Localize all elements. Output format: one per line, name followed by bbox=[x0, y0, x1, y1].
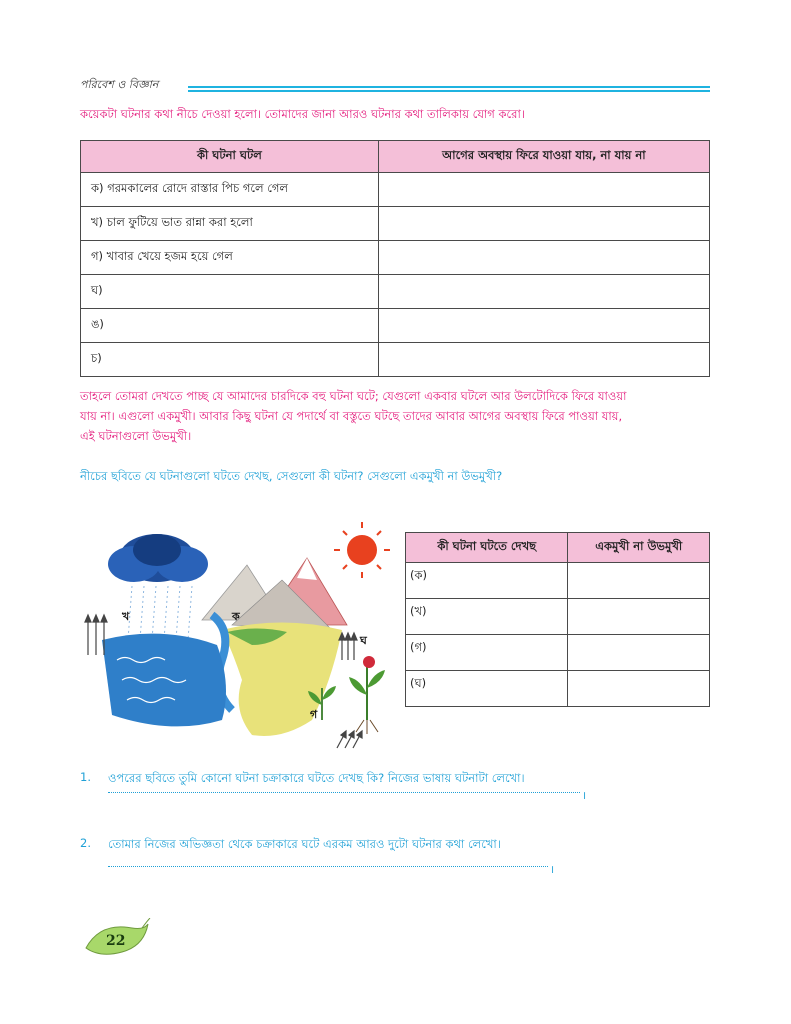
col-header-event-seen: কী ঘটনা ঘটতে দেখছ bbox=[406, 533, 568, 563]
question-number: 2. bbox=[80, 836, 91, 850]
event-cell: ঙ) bbox=[81, 309, 379, 343]
table-row bbox=[81, 343, 710, 377]
picture-question: নীচের ছবিতে যে ঘটনাগুলো ঘটতে দেখছ, সেগুলো কী ঘটনা? সেগুলো একমুখী না উভমুখী? bbox=[80, 469, 503, 483]
table-row bbox=[406, 635, 710, 671]
table-row bbox=[406, 671, 710, 707]
table-row bbox=[81, 309, 710, 343]
table-row bbox=[406, 599, 710, 635]
col-header-event: কী ঘটনা ঘটল bbox=[81, 141, 379, 173]
question-text: তোমার নিজের অভিজ্ঞতা থেকে চক্রাকারে ঘটে এরকম আরও দুটো ঘটনার কথা লেখো। bbox=[108, 837, 501, 851]
event-cell: ক) গরমকালের রোদে রাস্তার পিচ গলে গেল bbox=[81, 173, 379, 207]
answer-cell[interactable] bbox=[378, 173, 709, 207]
answer-line-2[interactable] bbox=[108, 866, 548, 867]
answer-cell[interactable] bbox=[378, 309, 709, 343]
direction-cell[interactable] bbox=[568, 563, 710, 599]
answer-line-end: । bbox=[582, 789, 587, 802]
label-ka: ক bbox=[232, 610, 240, 623]
answer-cell[interactable] bbox=[378, 207, 709, 241]
answer-cell[interactable] bbox=[378, 275, 709, 309]
table-header-row bbox=[81, 141, 710, 173]
question-text: ওপরের ছবিতে তুমি কোনো ঘটনা চক্রাকারে ঘটতে দেখছ কি? নিজের ভাষায় ঘটনাটা লেখো। bbox=[108, 771, 525, 785]
label-ga: গ bbox=[310, 708, 318, 721]
table-row bbox=[81, 241, 710, 275]
event-cell: গ) খাবার খেয়ে হজম হয়ে গেল bbox=[81, 241, 379, 275]
question-number: 1. bbox=[80, 770, 91, 784]
table-header-row bbox=[406, 533, 710, 563]
event-seen-cell[interactable]: (গ) bbox=[406, 635, 568, 671]
events-table bbox=[80, 140, 710, 377]
land-icon bbox=[222, 623, 342, 737]
table-row bbox=[81, 173, 710, 207]
event-cell: খ) চাল ফুটিয়ে ভাত রান্না করা হলো bbox=[81, 207, 379, 241]
paragraph-line: যায় না। এগুলো একমুখী। আবার কিছু ঘটনা যে পদার্থে বা বস্তুতে ঘটছে তাদের আবার আগের অবস্থায় ফিরে পাওয়া যায়, bbox=[80, 409, 623, 423]
table-row bbox=[406, 563, 710, 599]
paragraph-line: এই ঘটনাগুলো উভমুখী। bbox=[80, 429, 192, 443]
answer-cell[interactable] bbox=[378, 241, 709, 275]
cloud-icon bbox=[108, 534, 208, 582]
event-cell: ঘ) bbox=[81, 275, 379, 309]
rain-icon bbox=[128, 586, 192, 640]
direction-cell[interactable] bbox=[568, 671, 710, 707]
paragraph-line: তাহলে তোমরা দেখতে পাচ্ছ যে আমাদের চারদিকে বহু ঘটনা ঘটে; যেগুলো একবার ঘটলে আর উলটোদিকে ফিরে যাওয়া bbox=[80, 389, 627, 403]
answer-line-1[interactable] bbox=[108, 792, 580, 793]
label-kha: খ bbox=[122, 610, 130, 623]
picture-events-table bbox=[405, 532, 710, 707]
event-seen-cell[interactable]: (ক) bbox=[406, 563, 568, 599]
intro-text: কয়েকটা ঘটনার কথা নীচে দেওয়া হলো। তোমাদের জানা আরও ঘটনার কথা তালিকায় যোগ করো। bbox=[80, 107, 525, 121]
event-cell: চ) bbox=[81, 343, 379, 377]
event-seen-cell[interactable]: (ঘ) bbox=[406, 671, 568, 707]
header-rule bbox=[188, 86, 710, 92]
event-seen-cell[interactable]: (খ) bbox=[406, 599, 568, 635]
page-number-leaf bbox=[82, 918, 152, 958]
water-cycle-illustration bbox=[82, 520, 402, 760]
table-row bbox=[81, 275, 710, 309]
label-gha: ঘ bbox=[360, 634, 367, 647]
page-header bbox=[80, 76, 710, 96]
col-header-direction: একমুখী না উভমুখী bbox=[568, 533, 710, 563]
mountain-icon bbox=[202, 558, 347, 630]
direction-cell[interactable] bbox=[568, 599, 710, 635]
page-number: 22 bbox=[106, 933, 126, 949]
answer-line-end: । bbox=[550, 863, 555, 876]
explanation-paragraph bbox=[80, 386, 720, 446]
col-header-reversible: আগের অবস্থায় ফিরে যাওয়া যায়, না যায় না bbox=[378, 141, 709, 173]
table-row bbox=[81, 207, 710, 241]
answer-cell[interactable] bbox=[378, 343, 709, 377]
sea-icon bbox=[102, 634, 226, 727]
direction-cell[interactable] bbox=[568, 635, 710, 671]
sun-icon bbox=[334, 522, 390, 578]
header-title: পরিবেশ ও বিজ্ঞান bbox=[80, 78, 159, 91]
